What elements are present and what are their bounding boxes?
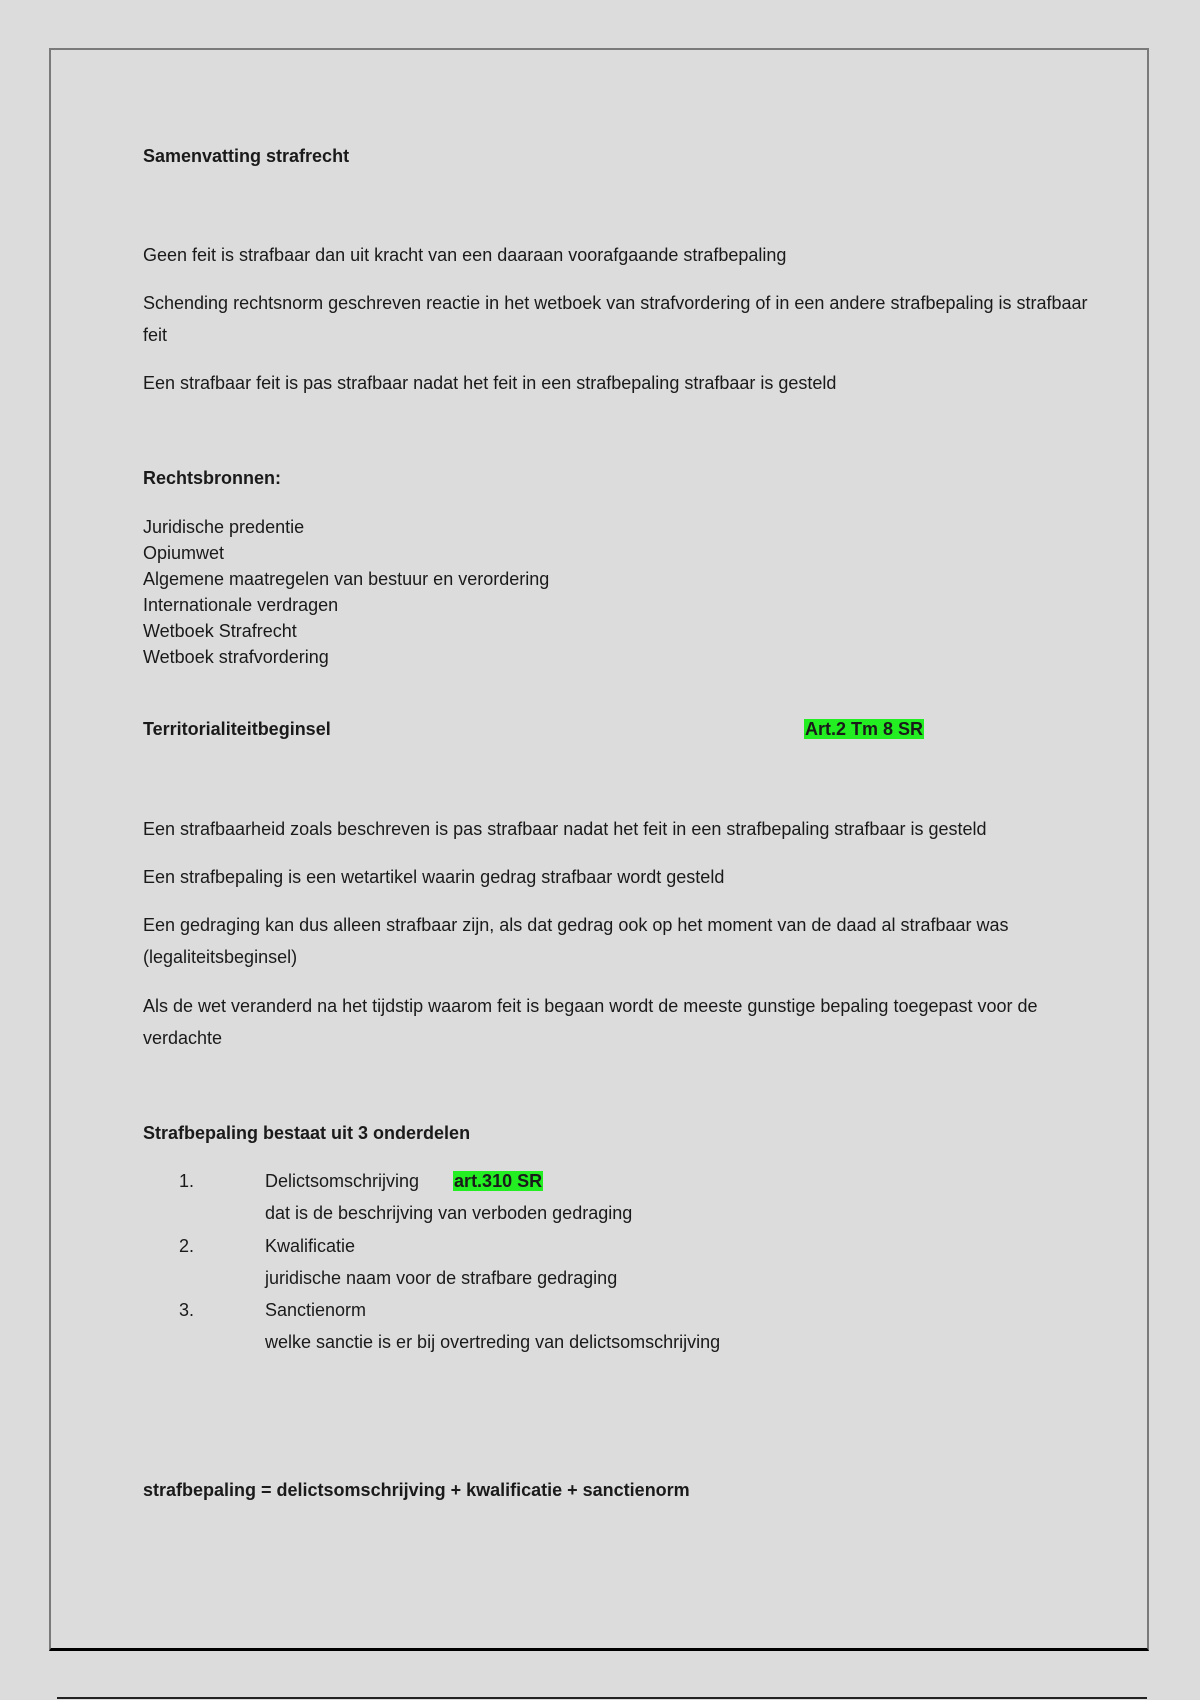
- source-item: Opiumwet: [143, 543, 225, 563]
- source-item: Wetboek strafvordering: [143, 647, 329, 667]
- parts-heading: Strafbepaling bestaat uit 3 onderdelen: [143, 1123, 471, 1143]
- article-reference: art.310 SR: [454, 1171, 543, 1191]
- territorial-article-highlight: [804, 719, 924, 740]
- intro-paragraph-2: Schending rechtsnorm geschreven reactie in het wetboek van strafvordering of in een andere strafbepaling is strafbaar feit: [143, 293, 1088, 345]
- part-title: Kwalificatie: [265, 1236, 356, 1256]
- source-item: Internationale verdragen: [143, 595, 339, 615]
- list-number: 1.: [179, 1171, 195, 1191]
- territorial-paragraph-1: Een strafbaarheid zoals beschreven is pas strafbaar nadat het feit in een strafbepaling strafbaar is gesteld: [143, 819, 987, 839]
- sources-heading: Rechtsbronnen:: [143, 468, 282, 488]
- list-item-description: juridische naam voor de strafbare gedraging: [265, 1268, 618, 1288]
- document-page: [49, 48, 1149, 1651]
- document-title: Samenvatting strafrecht: [143, 146, 350, 166]
- territorial-paragraph-4: Als de wet veranderd na het tijdstip waarom feit is begaan wordt de meeste gunstige bepaling toegepast voor de verdachte: [143, 996, 1038, 1048]
- intro-paragraph-3: Een strafbaar feit is pas strafbaar nadat het feit in een strafbepaling strafbaar is gesteld: [143, 373, 837, 393]
- formula-line: strafbepaling = delictsomschrijving + kwalificatie + sanctienorm: [143, 1480, 690, 1500]
- part-title: Sanctienorm: [265, 1300, 367, 1320]
- territorial-paragraph-2: Een strafbepaling is een wetartikel waarin gedrag strafbaar wordt gesteld: [143, 867, 725, 887]
- territorial-paragraph-3: Een gedraging kan dus alleen strafbaar zijn, als dat gedrag ook op het moment van de daad al strafbaar was (legaliteitsbeginsel): [143, 915, 1009, 967]
- list-number: 2.: [179, 1236, 195, 1256]
- list-number: 3.: [179, 1300, 195, 1320]
- list-item-description: welke sanctie is er bij overtreding van delictsomschrijving: [265, 1332, 721, 1352]
- part-title: Delictsomschrijving: [265, 1171, 420, 1191]
- territorial-heading: Territorialiteitbeginsel: [143, 719, 331, 739]
- list-item-title: [265, 1171, 543, 1192]
- source-item: Algemene maatregelen van bestuur en verordering: [143, 569, 550, 589]
- next-page-top-border: [57, 1697, 1147, 1699]
- list-item-description: dat is de beschrijving van verboden gedraging: [265, 1203, 633, 1223]
- source-item: Wetboek Strafrecht: [143, 621, 297, 641]
- article-reference: Art.2 Tm 8 SR: [805, 719, 924, 739]
- intro-paragraph-1: Geen feit is strafbaar dan uit kracht van een daaraan voorafgaande strafbepaling: [143, 245, 787, 265]
- source-item: Juridische predentie: [143, 517, 305, 537]
